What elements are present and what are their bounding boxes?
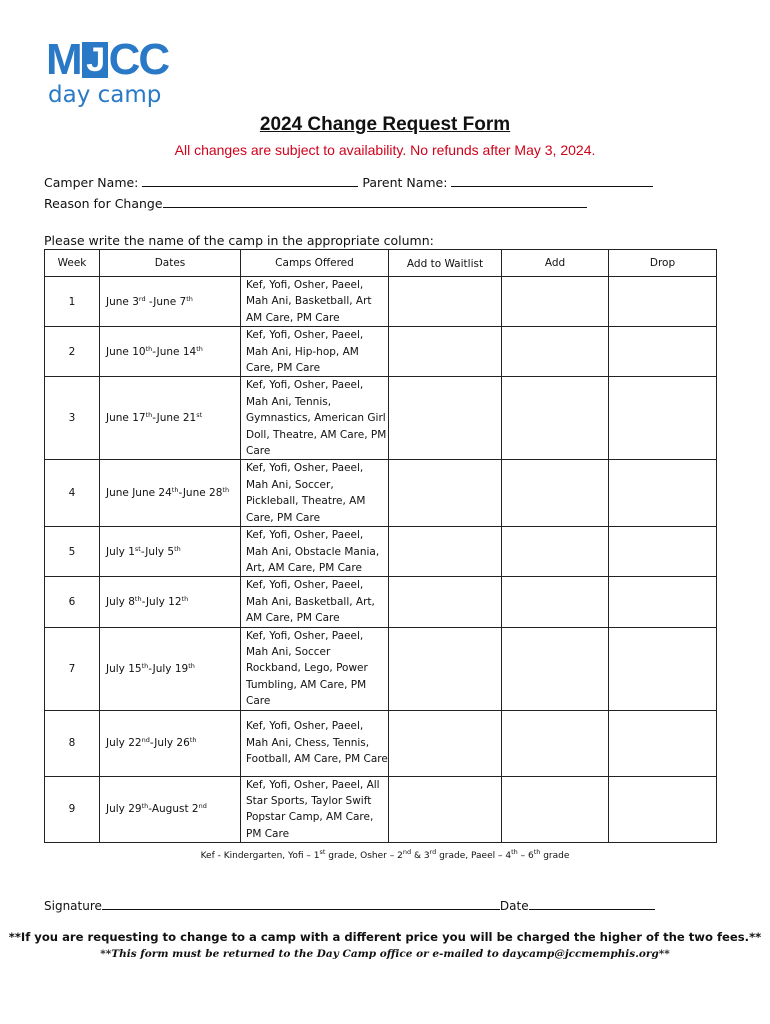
end-date: -August 2 <box>148 803 199 816</box>
waitlist-cell[interactable] <box>389 377 502 460</box>
start-date-suffix: th <box>171 486 179 495</box>
waitlist-cell[interactable] <box>389 327 502 377</box>
waitlist-cell[interactable] <box>389 776 502 843</box>
end-date: -June 7 <box>145 295 187 308</box>
legend-suffix: th <box>511 848 518 856</box>
add-cell[interactable] <box>502 377 609 460</box>
add-cell[interactable] <box>502 327 609 377</box>
drop-cell[interactable] <box>609 710 717 776</box>
logo-subtext: day camp <box>48 82 162 108</box>
end-date: -July 5 <box>140 545 175 558</box>
waitlist-cell[interactable] <box>389 577 502 627</box>
week-number: 1 <box>45 277 100 327</box>
drop-cell[interactable] <box>609 277 717 327</box>
end-date-suffix: th <box>186 294 193 303</box>
start-date: July 8 <box>106 595 135 608</box>
drop-cell[interactable] <box>609 327 717 377</box>
table-row <box>45 377 717 460</box>
add-cell[interactable] <box>502 460 609 527</box>
week-number: 6 <box>45 577 100 627</box>
waitlist-cell[interactable] <box>389 710 502 776</box>
table-row <box>45 327 717 377</box>
week-number: 4 <box>45 460 100 527</box>
end-date-suffix: th <box>196 344 203 353</box>
week-dates <box>100 776 241 843</box>
camps-offered: Kef, Yofi, Osher, Paeel, All Star Sports, Taylor Swift Popstar Camp, AM Care, PM Care <box>241 776 389 843</box>
drop-cell[interactable] <box>609 776 717 843</box>
start-date: June 17 <box>106 412 146 425</box>
camper-name-field[interactable] <box>142 174 358 187</box>
drop-cell[interactable] <box>609 377 717 460</box>
table-row <box>45 627 717 710</box>
start-date-suffix: nd <box>141 736 150 745</box>
end-date: -July 26 <box>149 737 190 750</box>
legend-text: grade, Paeel – 4 <box>436 851 512 861</box>
table-row <box>45 527 717 577</box>
legend-text: & 3 <box>411 851 430 861</box>
camps-offered: Kef, Yofi, Osher, Paeel, Mah Ani, Obstacle Mania, Art, AM Care, PM Care <box>241 527 389 577</box>
week-number: 3 <box>45 377 100 460</box>
week-dates <box>100 627 241 710</box>
week-dates <box>100 277 241 327</box>
logo-letter-m: M <box>46 35 81 84</box>
camp-schedule-table <box>44 249 717 843</box>
parent-name-field[interactable] <box>451 174 653 187</box>
signature-label: Signature <box>44 899 102 913</box>
start-date: June June 24 <box>106 487 172 500</box>
signature-line <box>44 897 655 913</box>
legend-suffix: th <box>533 848 541 856</box>
start-date-suffix: th <box>145 411 153 420</box>
mjcc-day-camp-logo <box>46 35 176 116</box>
add-cell[interactable] <box>502 277 609 327</box>
legend-text: grade, Osher – 2 <box>325 851 403 861</box>
parent-name-label: Parent Name: <box>362 175 448 190</box>
end-date: -July 12 <box>141 595 182 608</box>
add-cell[interactable] <box>502 527 609 577</box>
header-drop: Drop <box>609 250 717 277</box>
table-row <box>45 710 717 776</box>
legend-text: – 6 <box>517 851 534 861</box>
price-note: **If you are requesting to change to a camp with a different price you will be charged the higher of the two fees.** <box>8 930 762 944</box>
table-header-row <box>45 250 717 277</box>
end-date-suffix: th <box>181 594 189 603</box>
waitlist-cell[interactable] <box>389 527 502 577</box>
date-label: Date <box>499 899 529 913</box>
start-date: July 15 <box>106 662 142 675</box>
start-date-suffix: th <box>141 661 149 670</box>
start-date: July 29 <box>106 803 142 816</box>
drop-cell[interactable] <box>609 577 717 627</box>
week-dates <box>100 460 241 527</box>
start-date-suffix: rd <box>138 294 146 303</box>
week-number: 8 <box>45 710 100 776</box>
legend-suffix: nd <box>402 848 412 856</box>
drop-cell[interactable] <box>609 627 717 710</box>
form-title: 2024 Change Request Form <box>259 114 511 135</box>
header-week: Week <box>45 250 100 277</box>
camps-offered: Kef, Yofi, Osher, Paeel, Mah Ani, Basketball, Art, AM Care, PM Care <box>241 577 389 627</box>
camps-offered: Kef, Yofi, Osher, Paeel, Mah Ani, Hip-hop, AM Care, PM Care <box>241 327 389 377</box>
end-date: -July 19 <box>148 662 189 675</box>
header-waitlist: Add to Waitlist <box>389 250 502 277</box>
name-fields-line <box>44 174 653 190</box>
reason-line <box>44 195 587 211</box>
end-date: -June 21 <box>152 412 197 425</box>
start-date: July 1 <box>106 545 135 558</box>
logo-mark <box>46 35 169 84</box>
start-date-suffix: th <box>141 802 149 811</box>
add-cell[interactable] <box>502 577 609 627</box>
drop-cell[interactable] <box>609 527 717 577</box>
table-row <box>45 277 717 327</box>
start-date: June 10 <box>106 345 146 358</box>
camper-name-label: Camper Name: <box>44 175 139 190</box>
week-number: 9 <box>45 776 100 843</box>
camps-offered: Kef, Yofi, Osher, Paeel, Mah Ani, Chess, Tennis, Football, AM Care, PM Care <box>241 710 389 776</box>
grade-legend <box>0 848 770 861</box>
header-add: Add <box>502 250 609 277</box>
week-number: 5 <box>45 527 100 577</box>
end-date-suffix: th <box>174 544 181 553</box>
start-date: June 3 <box>106 295 139 308</box>
week-dates <box>100 577 241 627</box>
week-number: 7 <box>45 627 100 710</box>
logo-letter-j: J <box>82 42 108 78</box>
week-number: 2 <box>45 327 100 377</box>
return-note: **This form must be returned to the Day Camp office or e-mailed to daycamp@jccmemphis.org** <box>100 948 670 960</box>
week-dates <box>100 377 241 460</box>
start-date-suffix: th <box>134 594 142 603</box>
end-date: -June 28 <box>178 487 223 500</box>
end-date-suffix: nd <box>198 802 207 811</box>
table-row <box>45 577 717 627</box>
end-date-suffix: th <box>222 486 230 495</box>
start-date: July 22 <box>106 737 142 750</box>
header-camps: Camps Offered <box>241 250 389 277</box>
date-field[interactable] <box>529 897 655 910</box>
add-cell[interactable] <box>502 627 609 710</box>
end-date-suffix: th <box>188 661 195 670</box>
camps-offered: Kef, Yofi, Osher, Paeel, Mah Ani, Soccer, Pickleball, Theatre, AM Care, PM Care <box>241 460 389 527</box>
start-date-suffix: th <box>145 344 153 353</box>
add-cell[interactable] <box>502 710 609 776</box>
instruction-text: Please write the name of the camp in the appropriate column: <box>44 233 434 248</box>
table-row <box>45 776 717 843</box>
week-dates <box>100 327 241 377</box>
end-date-suffix: th <box>189 736 197 745</box>
add-cell[interactable] <box>502 776 609 843</box>
camps-offered: Kef, Yofi, Osher, Paeel, Mah Ani, Tennis, Gymnastics, American Girl Doll, Theatre, AM Care, PM Care <box>241 377 389 460</box>
logo-letters-cc: CC <box>108 35 169 84</box>
table-row <box>45 460 717 527</box>
legend-text: Kef - Kindergarten, Yofi – 1 <box>200 851 320 861</box>
availability-notice: All changes are subject to availability. No refunds after May 3, 2024. <box>174 142 596 158</box>
reason-field[interactable] <box>163 195 587 208</box>
legend-text: grade <box>540 851 570 861</box>
end-date: -June 14 <box>152 345 197 358</box>
reason-label: Reason for Change <box>44 196 163 211</box>
legend-suffix: rd <box>429 848 437 856</box>
end-date-suffix: st <box>196 411 203 420</box>
waitlist-cell[interactable] <box>389 627 502 710</box>
waitlist-cell[interactable] <box>389 277 502 327</box>
camps-offered: Kef, Yofi, Osher, Paeel, Mah Ani, Soccer Rockband, Lego, Power Tumbling, AM Care, PM Care <box>241 627 389 710</box>
signature-field[interactable] <box>102 897 500 910</box>
start-date-suffix: st <box>134 544 141 553</box>
waitlist-cell[interactable] <box>389 460 502 527</box>
legend-suffix: st <box>319 848 326 856</box>
week-dates <box>100 710 241 776</box>
week-dates <box>100 527 241 577</box>
header-dates: Dates <box>100 250 241 277</box>
camps-offered: Kef, Yofi, Osher, Paeel, Mah Ani, Basketball, Art AM Care, PM Care <box>241 277 389 327</box>
drop-cell[interactable] <box>609 460 717 527</box>
